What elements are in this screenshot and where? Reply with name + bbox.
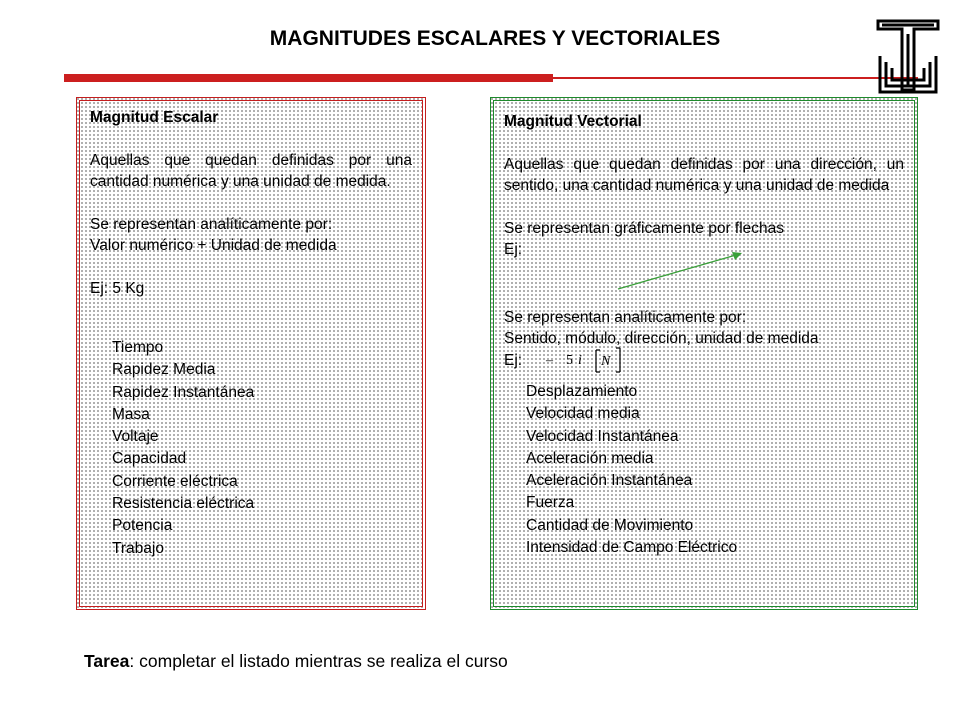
formula-unit-vector: i xyxy=(578,352,582,368)
vector-arrow-icon xyxy=(604,247,764,293)
list-item: Fuerza xyxy=(526,494,575,512)
list-item: Voltaje xyxy=(112,428,159,446)
escalar-definition: Aquellas que quedan definidas por una cantidad numérica y una unidad de medida. xyxy=(90,151,412,190)
list-item: Aceleración media xyxy=(526,449,654,467)
list-item: Capacidad xyxy=(112,450,187,468)
list-item: Intensidad de Campo Eléctrico xyxy=(526,539,738,557)
vector-formula xyxy=(544,346,644,376)
list-item: Cantidad de Movimiento xyxy=(526,516,694,534)
escalar-rep-line2: Valor numérico + Unidad de medida xyxy=(90,237,337,254)
formula-number: 5 xyxy=(566,352,573,368)
escalar-heading: Magnitud Escalar xyxy=(90,109,219,126)
footer-task xyxy=(84,651,508,672)
list-item: Masa xyxy=(112,405,150,423)
list-item: Potencia xyxy=(112,517,173,535)
vectorial-box xyxy=(490,97,918,610)
formula-row xyxy=(504,350,904,372)
vectorial-definition: Aquellas que quedan definidas por una dirección, un sentido, una cantidad numérica y una unidad de medida xyxy=(504,155,904,194)
list-item: Rapidez Instantánea xyxy=(112,383,255,401)
vectorial-ej-formula: Ej: xyxy=(504,351,523,369)
list-item: Resistencia eléctrica xyxy=(112,495,255,513)
list-item: Tiempo xyxy=(112,339,164,356)
institution-logo-icon xyxy=(874,16,942,96)
footer-text: : completar el listado mientras se realiza el curso xyxy=(129,651,508,671)
title-underline-bar xyxy=(64,74,553,82)
escalar-example: Ej: 5 Kg xyxy=(90,279,145,297)
list-item: Rapidez Media xyxy=(112,361,216,379)
footer-label: Tarea xyxy=(84,651,130,671)
list-item: Velocidad Instantánea xyxy=(526,427,679,445)
list-item: Aceleración Instantánea xyxy=(526,472,693,490)
title-underline-thin xyxy=(553,77,918,79)
escalar-rep-line1: Se representan analíticamente por: xyxy=(90,215,333,233)
vectorial-rep-line1: Se representan analíticamente por: xyxy=(504,308,747,326)
vectorial-rep-line2: Sentido, módulo, dirección, unidad de medida xyxy=(504,330,819,347)
formula-sign: – xyxy=(546,352,553,368)
vectorial-graphic-line: Se representan gráficamente por flechas xyxy=(504,219,785,237)
list-item: Desplazamiento xyxy=(526,383,638,400)
list-item: Corriente eléctrica xyxy=(112,472,238,490)
arrow-example xyxy=(504,261,904,307)
list-item: Trabajo xyxy=(112,539,164,557)
page-title: MAGNITUDES ESCALARES Y VECTORIALES xyxy=(269,27,721,50)
escalar-box xyxy=(76,97,426,610)
vectorial-heading: Magnitud Vectorial xyxy=(504,113,642,130)
escalar-list xyxy=(90,337,412,560)
vectorial-ej-arrow: Ej: xyxy=(504,241,523,258)
formula-unit: N xyxy=(601,353,611,369)
vectorial-list xyxy=(504,381,904,559)
list-item: Velocidad media xyxy=(526,405,640,423)
